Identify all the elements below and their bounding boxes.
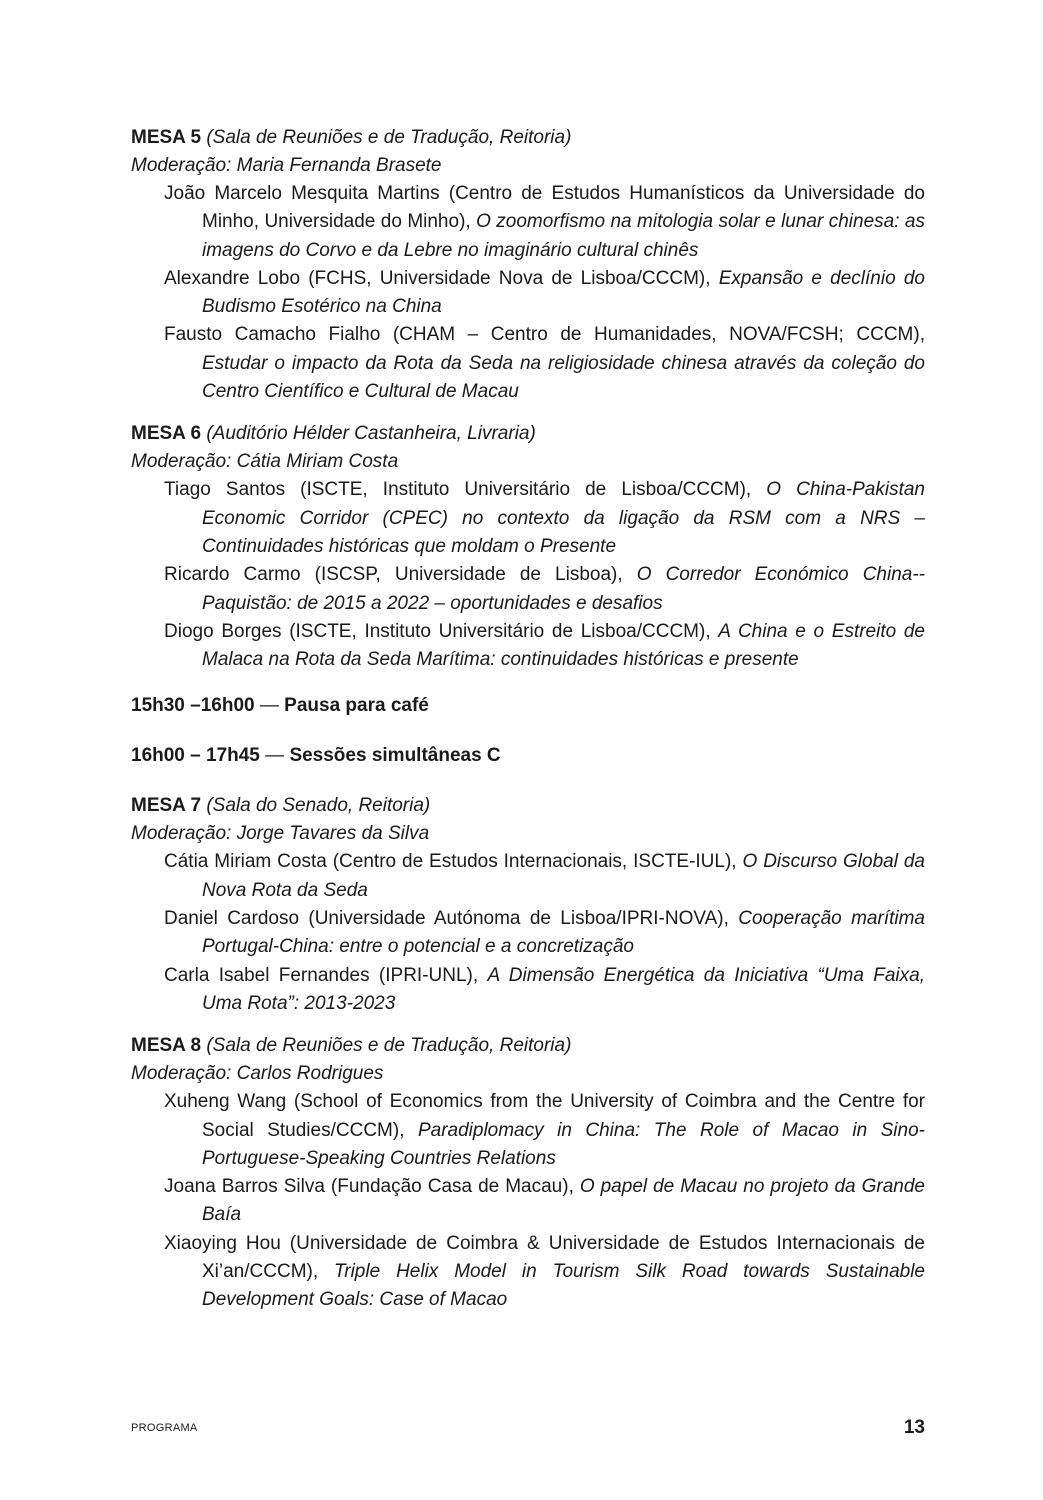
presentation-title: O Corredor Económico China--Paquistão: de 2015 a 2022 – oportunidades e desafios bbox=[202, 564, 925, 614]
presentation-title: A Dimensão Energética da Iniciativa “Uma Faixa, Uma Rota”: 2013-2023 bbox=[202, 964, 925, 1014]
session-dash: — bbox=[265, 745, 285, 767]
mesa-heading bbox=[131, 124, 925, 152]
presenter: Tiago Santos (ISCTE, Instituto Universitário de Lisboa/CCCM), bbox=[164, 479, 767, 501]
presentation-entry bbox=[131, 265, 925, 322]
presentation-entry bbox=[131, 321, 925, 406]
presenter: Ricardo Carmo (ISCSP, Universidade de Lisboa), bbox=[164, 564, 637, 586]
mesa-room: (Sala do Senado, Reitoria) bbox=[206, 795, 431, 817]
break-dash: — bbox=[259, 695, 279, 717]
mesa-block bbox=[131, 420, 925, 674]
page-number: 13 bbox=[903, 1417, 925, 1438]
presentation-title: Expansão e declínio do Budismo Esotérico na China bbox=[202, 267, 925, 318]
presenter: Alexandre Lobo (FCHS, Universidade Nova de Lisboa/CCCM), bbox=[164, 267, 719, 289]
mesa-block bbox=[131, 1032, 925, 1314]
sessions-group-b bbox=[131, 792, 925, 1314]
presentation-entry bbox=[131, 180, 925, 265]
presentation-title: Estudar o impacto da Rota da Seda na religiosidade chinesa através da coleção do Centro Científico e Cultural de Macau bbox=[202, 352, 925, 403]
presenter: Xuheng Wang (School of Economics from the University of Coimbra and the Centre for Social Studies/CCCM), bbox=[164, 1091, 925, 1141]
presenter: Daniel Cardoso (Universidade Autónoma de Lisboa/IPRI-NOVA), bbox=[164, 908, 739, 930]
presentation-title: O zoomorfismo na mitologia solar e lunar chinesa: as imagens do Corvo e da Lebre no imaginário cultural chinês bbox=[202, 211, 925, 261]
presenter: Joana Barros Silva (Fundação Casa de Macau), bbox=[164, 1176, 580, 1198]
mesa-block bbox=[131, 792, 925, 1018]
moderation: Moderação: Jorge Tavares da Silva bbox=[131, 823, 430, 845]
mesa-label: MESA 5 bbox=[131, 127, 202, 148]
presentation-entry bbox=[131, 1173, 925, 1230]
presenter: Carla Isabel Fernandes (IPRI-UNL), bbox=[164, 964, 488, 986]
break-time: 15h30 –16h00 bbox=[131, 695, 255, 717]
mesa-room: (Auditório Hélder Castanheira, Livraria) bbox=[206, 423, 536, 445]
presenter: Fausto Camacho Fialho (CHAM – Centro de Humanidades, NOVA/FCSH; CCCM), bbox=[164, 324, 925, 346]
presentation-title: O papel de Macau no projeto da Grande Baía bbox=[202, 1176, 925, 1226]
mesa-label: MESA 8 bbox=[131, 1035, 202, 1057]
moderation: Moderação: Maria Fernanda Brasete bbox=[131, 155, 442, 176]
presentation-title: Cooperação marítima Portugal-China: entre o potencial e a concretização bbox=[202, 908, 925, 958]
presenter: Diogo Borges (ISCTE, Instituto Universitário de Lisboa/CCCM), bbox=[164, 620, 719, 642]
sessions-group-a bbox=[131, 124, 925, 674]
mesa-heading bbox=[131, 792, 925, 820]
moderation: Moderação: Carlos Rodrigues bbox=[131, 1063, 384, 1085]
mesa-label: MESA 6 bbox=[131, 423, 202, 445]
presentation-entry bbox=[131, 962, 925, 1019]
mesa-room: (Sala de Reuniões e de Tradução, Reitoria) bbox=[206, 1035, 572, 1057]
mesa-room: (Sala de Reuniões e de Tradução, Reitoria) bbox=[206, 127, 572, 148]
moderation: Moderação: Cátia Miriam Costa bbox=[131, 451, 399, 473]
presenter: Xiaoying Hou (Universidade de Coimbra & Universidade de Estudos Internacionais de Xi’an/CCCM), bbox=[164, 1232, 925, 1283]
presentation-entry bbox=[131, 905, 925, 962]
session-time: 16h00 – 17h45 bbox=[131, 745, 260, 767]
break-label: Pausa para café bbox=[284, 695, 429, 717]
presenter: Cátia Miriam Costa (Centro de Estudos Internacionais, ISCTE-IUL), bbox=[164, 851, 743, 873]
presentation-entry bbox=[131, 618, 925, 675]
presentation-title: Triple Helix Model in Tourism Silk Road towards Sustainable Development Goals: Case of Macao bbox=[202, 1261, 925, 1311]
presentation-entry bbox=[131, 1088, 925, 1173]
presentation-title: O Discurso Global da Nova Rota da Seda bbox=[202, 851, 925, 901]
mesa-heading bbox=[131, 420, 925, 448]
presentation-entry bbox=[131, 476, 925, 561]
session-label: Sessões simultâneas C bbox=[289, 745, 501, 767]
presentation-title: Paradiplomacy in China: The Role of Macao in Sino-Portuguese-Speaking Countries Relations bbox=[202, 1119, 925, 1169]
presentation-title: O China-Pakistan Economic Corridor (CPEC) no contexto da ligação da RSM com a NRS – Continuidades históricas que moldam o Presente bbox=[202, 479, 925, 557]
presentation-title: A China e o Estreito de Malaca na Rota da Seda Marítima: continuidades históricas e presente bbox=[202, 620, 925, 671]
mesa-block bbox=[131, 124, 925, 406]
break-line bbox=[131, 692, 925, 720]
session-line bbox=[131, 742, 925, 770]
program-page bbox=[131, 124, 925, 1329]
footer-label: PROGRAMA bbox=[131, 1422, 198, 1434]
presenter: João Marcelo Mesquita Martins (Centro de Estudos Humanísticos da Universidade do Minho, Universidade do Minho), bbox=[164, 183, 925, 233]
mesa-label: MESA 7 bbox=[131, 795, 202, 817]
presentation-entry bbox=[131, 1230, 925, 1315]
presentation-entry bbox=[131, 561, 925, 618]
presentation-entry bbox=[131, 848, 925, 905]
mesa-heading bbox=[131, 1032, 925, 1060]
